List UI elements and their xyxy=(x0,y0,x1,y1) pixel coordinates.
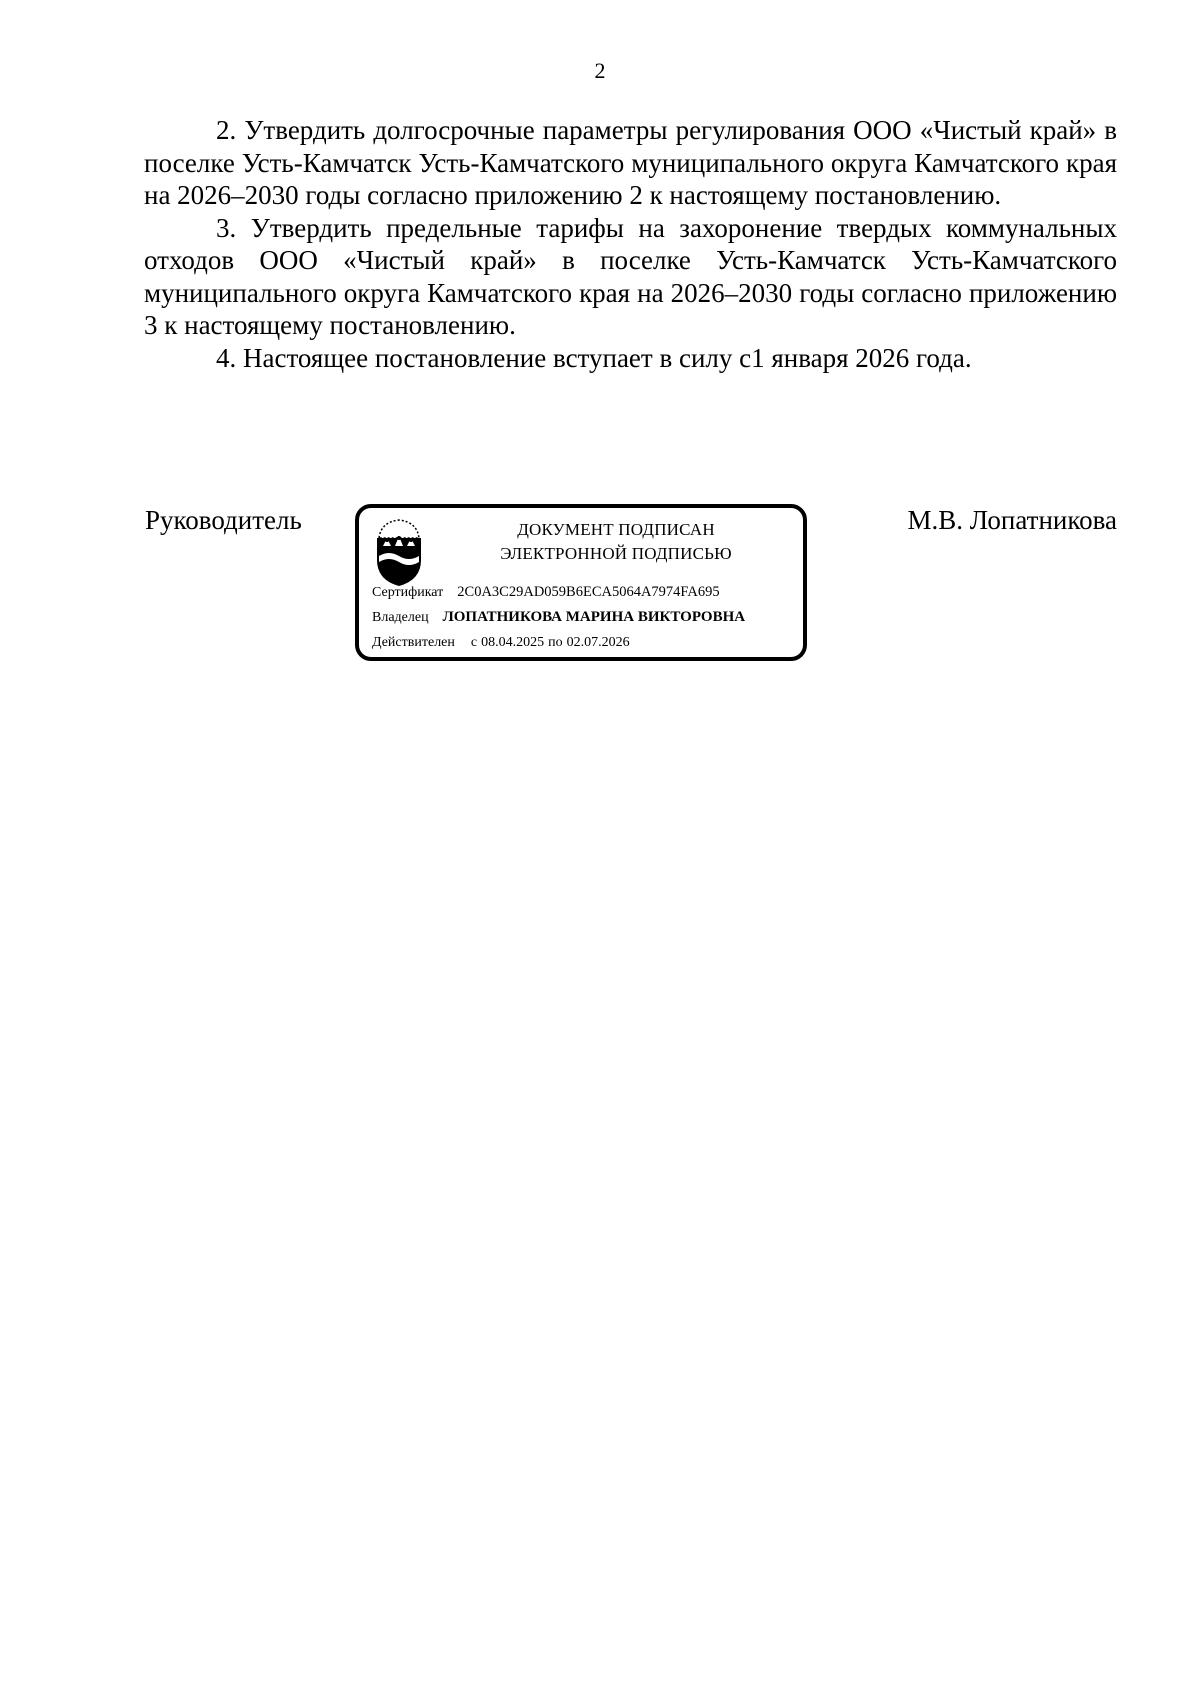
validity-from-prefix: с xyxy=(470,635,478,650)
validity-from-date: 08.04.2025 xyxy=(481,635,545,650)
certificate-value: 2C0A3C29AD059B6ECA5064A7974FA695 xyxy=(457,584,720,600)
paragraph-item-4: 4. Настоящее постановление вступает в силу с1 января 2026 года. xyxy=(216,342,972,373)
validity-to-date: 02.07.2026 xyxy=(566,635,630,650)
kamchatka-coat-of-arms-icon xyxy=(371,516,427,588)
electronic-signature-stamp xyxy=(355,504,807,661)
signatory-position: Руководитель xyxy=(145,505,302,535)
paragraph-item-3: 3. Утвердить предельные тарифы на захоронение твердых коммунальных отходов ООО «Чистый край» в поселке Усть-Камчатск Усть-Камчатского муниципального округа Камчатского края на 2026–2030 годы согласно приложению 3 к настоящему постановлению. xyxy=(144,212,1117,340)
validity-row xyxy=(372,634,630,652)
stamp-title-line2: ЭЛЕКТРОННОЙ ПОДПИСЬЮ xyxy=(500,544,732,563)
paragraph-item-2: 2. Утвердить долгосрочные параметры регулирования ООО «Чистый край» в поселке Усть-Камчатск Усть-Камчатского муниципального округа Камчатского края на 2026–2030 годы согласно приложению 2 к настоящему постановлению. xyxy=(144,115,1117,210)
validity-label: Действителен xyxy=(372,635,455,650)
owner-value: ЛОПАТНИКОВА МАРИНА ВИКТОРОВНА xyxy=(442,609,746,625)
stamp-title-line1: ДОКУМЕНТ ПОДПИСАН xyxy=(517,520,715,539)
certificate-label: Сертификат xyxy=(372,585,444,600)
signatory-name: М.В. Лопатникова xyxy=(907,505,1117,535)
validity-to-prefix: по xyxy=(548,635,563,650)
certificate-row xyxy=(372,583,720,602)
owner-row xyxy=(372,608,745,627)
owner-label: Владелец xyxy=(372,610,429,625)
page-number: 2 xyxy=(594,58,606,83)
document-body xyxy=(144,114,1117,374)
